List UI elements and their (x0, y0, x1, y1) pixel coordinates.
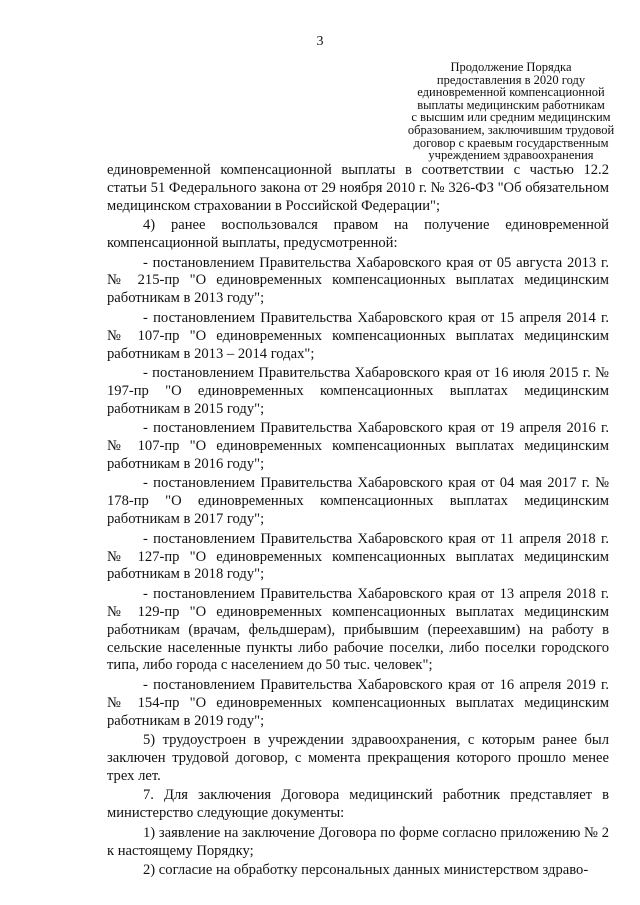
paragraph-item-4: 4) ранее воспользовался правом на получение единовременной компенсационной выплаты, предусмотренной: (107, 217, 609, 252)
page-number: 3 (316, 34, 324, 49)
document-header (392, 61, 630, 162)
header-line: Продолжение Порядка (450, 60, 572, 74)
paragraph-continuation: единовременной компенсационной выплаты в соответствии с частью 12.2 статьи 51 Федерального закона от 29 ноября 2010 г. № 326-ФЗ "Об обязательном медицинском страховании в Российской Федерации"; (107, 162, 609, 214)
header-line: с высшим или средним медицинским (411, 110, 611, 125)
paragraph-decree-2013: - постановлением Правительства Хабаровского края от 05 августа 2013 г. № 215-пр "О единовременных компенсационных выплатах медицинским работникам в 2013 году"; (107, 254, 609, 307)
paragraph-decree-2019: - постановлением Правительства Хабаровского края от 16 апреля 2019 г. № 154-пр "О единовременных компенсационных выплатах медицинским работникам в 2019 году"; (107, 676, 609, 729)
paragraph-decree-2014: - постановлением Правительства Хабаровского края от 15 апреля 2014 г. № 107-пр "О единовременных компенсационных выплатах медицинским работникам в 2013 – 2014 годах"; (107, 309, 609, 362)
header-line: выплаты медицинским работникам (417, 97, 605, 112)
header-line: договор с краевым государственным (413, 135, 609, 150)
paragraph-decree-2015: - постановлением Правительства Хабаровского края от 16 июля 2015 г. № 197-пр "О единовременных компенсационных выплатах медицинским работникам в 2015 году"; (107, 364, 609, 417)
header-line: образованием, заключившим трудовой (407, 122, 615, 137)
paragraph-item-5: 5) трудоустроен в учреждении здравоохранения, с которым ранее был заключен трудовой договор, с момента прекращения которого прошло менее трех лет. (107, 732, 609, 784)
header-line: предоставления в 2020 году (436, 72, 586, 87)
paragraph-decree-2018-127: - постановлением Правительства Хабаровского края от 11 апреля 2018 г. № 127-пр "О единовременных компенсационных выплатах медицинским работникам в 2018 году"; (107, 530, 609, 583)
paragraph-section-7: 7. Для заключения Договора медицинский работник представляет в министерство следующие документы: (107, 787, 609, 822)
paragraph-decree-2017: - постановлением Правительства Хабаровского края от 04 мая 2017 г. № 178-пр "О единовременных компенсационных выплатах медицинским работникам в 2017 году"; (107, 475, 609, 528)
paragraph-decree-2018-129: - постановлением Правительства Хабаровского края от 13 апреля 2018 г. № 129-пр "О единовременных компенсационных выплатах медицинским работникам (врачам, фельдшерам), прибывшим (переехавшим) на работу в сельские населенные пункты либо рабочие поселки, либо поселки городского типа, либо города с населением до 50 тыс. человек"; (107, 585, 609, 674)
paragraph-doc-2: 2) согласие на обработку персональных данных министерством здраво- (143, 861, 589, 878)
document-body (107, 162, 609, 881)
header-line: учреждением здравоохранения (428, 148, 594, 163)
header-line: единовременной компенсационной (417, 85, 605, 100)
paragraph-doc-1: 1) заявление на заключение Договора по форме согласно приложению № 2 к настоящему Порядку; (107, 824, 609, 859)
paragraph-decree-2016: - постановлением Правительства Хабаровского края от 19 апреля 2016 г. № 107-пр "О единовременных компенсационных выплатах медицинским работникам в 2016 году"; (107, 420, 609, 472)
